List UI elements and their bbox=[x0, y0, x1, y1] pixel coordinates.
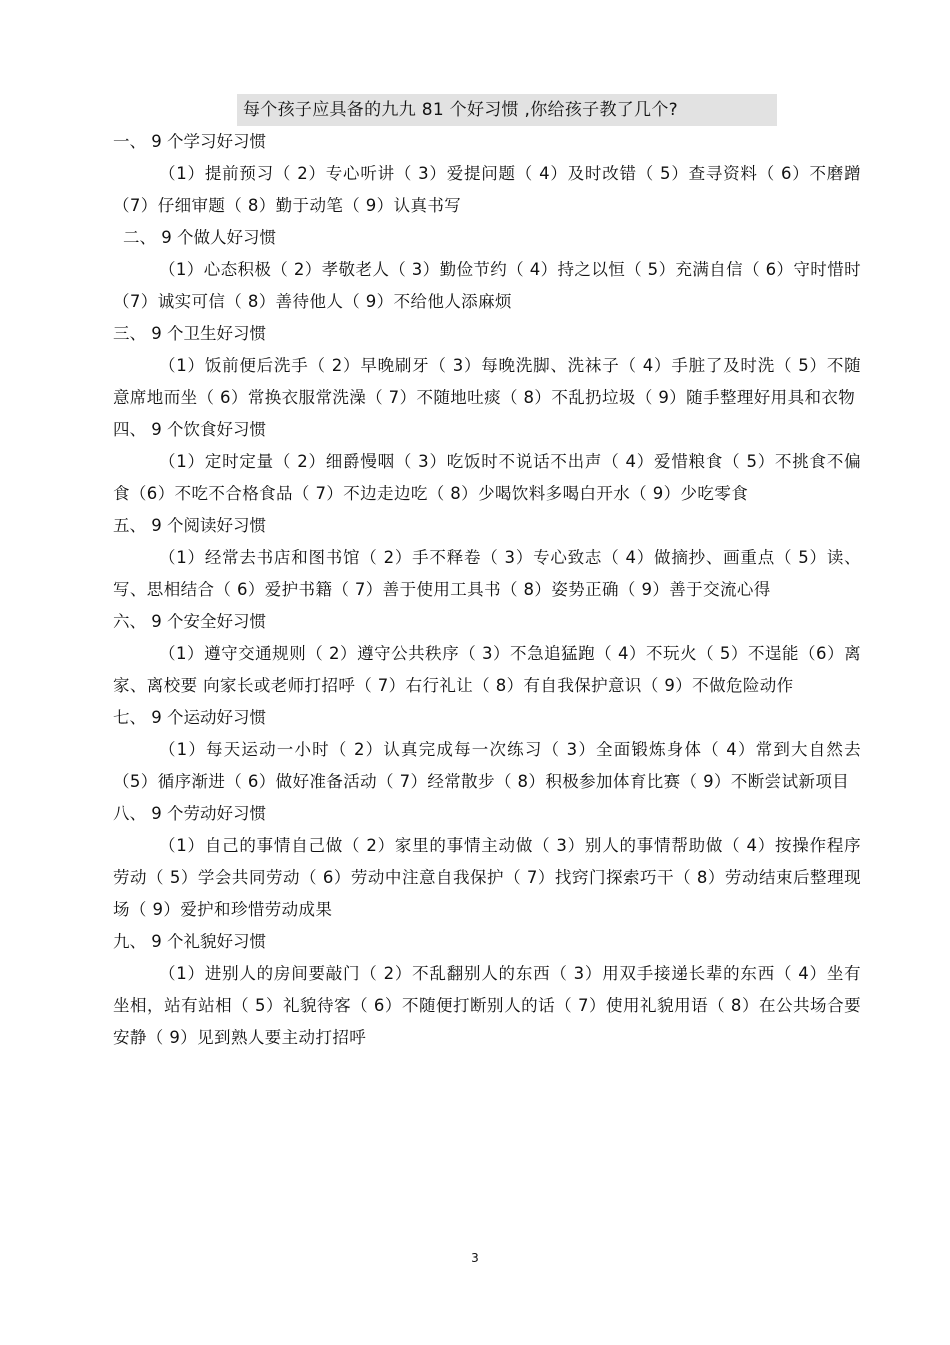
section-heading: 二、 9 个做人好习惯 bbox=[123, 228, 276, 247]
section-heading: 九、 9 个礼貌好习惯 bbox=[113, 932, 266, 951]
section-text: （1）自己的事情自己做（ 2）家里的事情主动做（ 3）别人的事情帮助做（ 4）按操作程序劳动（ 5）学会共同劳动（ 6）劳动中注意自我保护（ 7）找窍门探索巧干（ 8）劳动结束后整理现场（ 9）爱护和珍惜劳动成果 bbox=[113, 836, 861, 919]
section-study-habits bbox=[113, 126, 861, 222]
section-labor-habits bbox=[113, 798, 861, 926]
section-reading-habits bbox=[113, 510, 861, 606]
section-text: （1）进别人的房间要敲门（ 2）不乱翻别人的东西（ 3）用双手接递长辈的东西（ 4）坐有坐相，站有站相（ 5）礼貌待客（ 6）不随便打断别人的话（ 7）使用礼貌用语（ 8）在公共场合要安静（ 9）见到熟人要主动打招呼 bbox=[113, 964, 861, 1047]
section-heading: 一、 9 个学习好习惯 bbox=[113, 132, 266, 151]
section-heading: 八、 9 个劳动好习惯 bbox=[113, 804, 266, 823]
section-heading: 五、 9 个阅读好习惯 bbox=[113, 516, 266, 535]
section-text: （1）遵守交通规则（ 2）遵守公共秩序（ 3）不急追猛跑（ 4）不玩火（ 5）不逞能（6）离家、离校要 向家长或老师打招呼（ 7）右行礼让（ 8）有自我保护意识（ 9）不做危险动作 bbox=[113, 644, 861, 695]
section-text: （1）经常去书店和图书馆（ 2）手不释卷（ 3）专心致志（ 4）做摘抄、画重点（ 5）读、写、思相结合（ 6）爱护书籍（ 7）善于使用工具书（ 8）姿势正确（ 9）善于交流心得 bbox=[113, 548, 861, 599]
section-heading: 四、 9 个饮食好习惯 bbox=[113, 420, 266, 439]
page-title: 每个孩子应具备的九九 81 个好习惯 ,你给孩子教了几个? bbox=[237, 94, 777, 126]
page-number: 3 bbox=[471, 1251, 479, 1265]
section-text: （1）提前预习（ 2）专心听讲（ 3）爱提问题（ 4）及时改错（ 5）查寻资料（ 6）不磨蹭（7）仔细审题（ 8）勤于动笔（ 9）认真书写 bbox=[113, 164, 861, 215]
section-text: （1）定时定量（ 2）细爵慢咽（ 3）吃饭时不说话不出声（ 4）爱惜粮食（ 5）不挑食不偏食（6）不吃不合格食品（ 7）不边走边吃（ 8）少喝饮料多喝白开水（ 9）少吃零食 bbox=[113, 452, 861, 503]
document-body bbox=[113, 126, 861, 1054]
section-heading: 七、 9 个运动好习惯 bbox=[113, 708, 266, 727]
section-safety-habits bbox=[113, 606, 861, 702]
section-exercise-habits bbox=[113, 702, 861, 798]
section-diet-habits bbox=[113, 414, 861, 510]
section-conduct-habits bbox=[113, 222, 861, 318]
section-text: （1）心态积极（ 2）孝敬老人（ 3）勤俭节约（ 4）持之以恒（ 5）充满自信（ 6）守时惜时（7）诚实可信（ 8）善待他人（ 9）不给他人添麻烦 bbox=[113, 260, 862, 311]
section-hygiene-habits bbox=[113, 318, 861, 414]
section-text: （1）饭前便后洗手（ 2）早晚刷牙（ 3）每晚洗脚、洗袜子（ 4）手脏了及时洗（ 5）不随意席地而坐（ 6）常换衣服常洗澡（ 7）不随地吐痰（ 8）不乱扔垃圾（ 9）随手整理好用具和衣物 bbox=[113, 356, 861, 407]
section-text: （1）每天运动一小时（ 2）认真完成每一次练习（ 3）全面锻炼身体（ 4）常到大自然去（5）循序渐进（ 6）做好准备活动（ 7）经常散步（ 8）积极参加体育比赛（ 9）不断尝试新项目 bbox=[113, 740, 861, 791]
section-courtesy-habits bbox=[113, 926, 861, 1054]
section-heading: 三、 9 个卫生好习惯 bbox=[113, 324, 266, 343]
section-heading: 六、 9 个安全好习惯 bbox=[113, 612, 266, 631]
